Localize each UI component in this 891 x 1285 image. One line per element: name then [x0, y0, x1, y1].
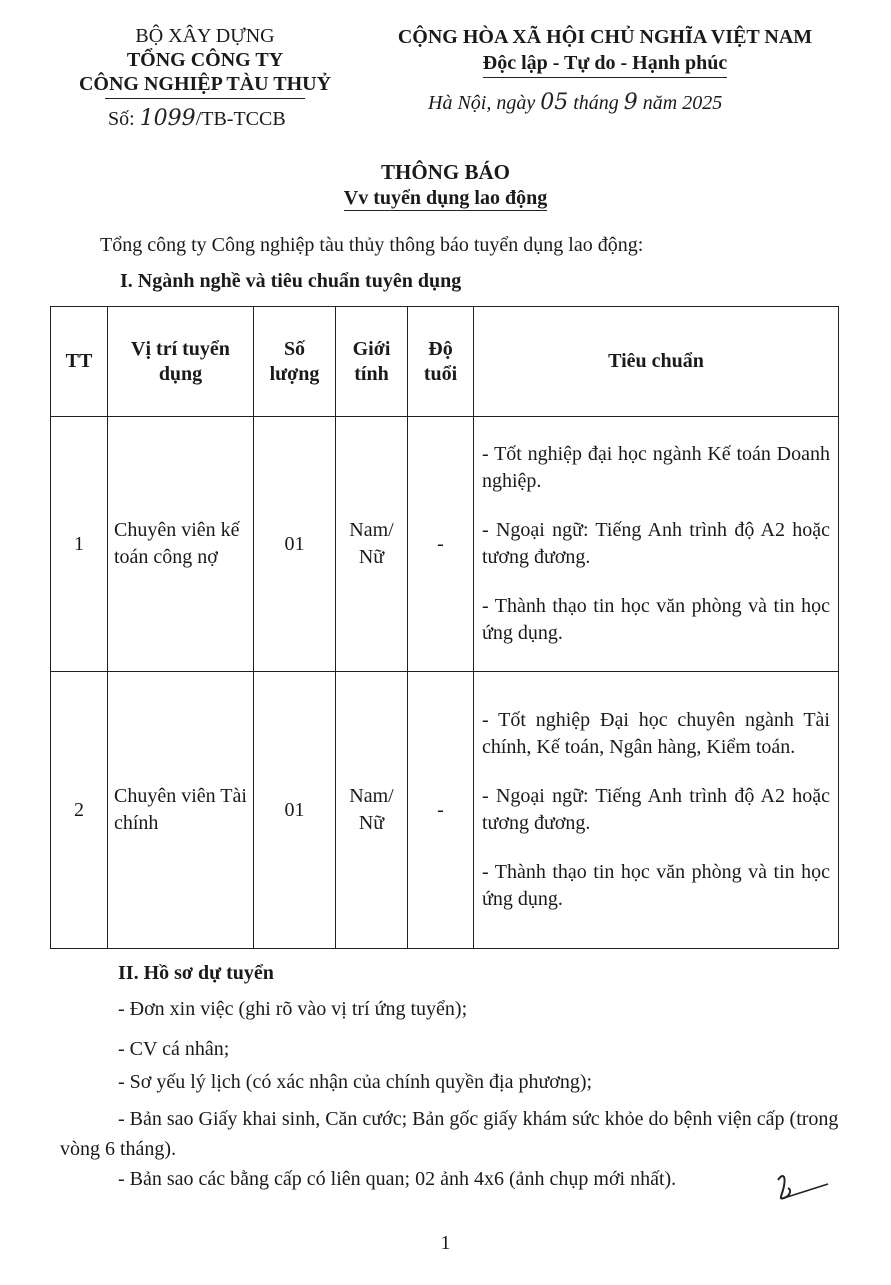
row-age: - [408, 672, 474, 949]
section1-heading: I. Ngành nghề và tiêu chuẩn tuyên dụng [120, 270, 462, 292]
row-gender: Nam/ Nữ [336, 672, 408, 949]
row-position: Chuyên viên kế toán công nợ [108, 417, 254, 672]
criteria-item: - Ngoại ngữ: Tiếng Anh trình độ A2 hoặc tương đương. [482, 785, 830, 834]
row-criteria [474, 672, 839, 949]
recruitment-table [50, 306, 839, 949]
header-gender: Giới tính [336, 307, 408, 417]
criteria-item: - Tốt nghiệp đại học ngành Kế toán Doanh nghiệp. [482, 443, 830, 492]
section2-heading: II. Hồ sơ dự tuyển [118, 962, 274, 984]
row-gender: Nam/ Nữ [336, 417, 408, 672]
company-name-line1: TỔNG CÔNG TY [126, 49, 284, 71]
document-item: - CV cá nhân; [118, 1038, 230, 1060]
issuer-block [50, 24, 360, 99]
intro-text: Tổng công ty Công nghiệp tàu thủy thông báo tuyển dụng lao động: [100, 234, 644, 256]
table-row [51, 417, 839, 672]
company-name-line2: CÔNG NGHIỆP TÀU THUỶ [78, 73, 332, 95]
header-position: Vị trí tuyển dụng [108, 307, 254, 417]
row-tt: 2 [51, 672, 108, 949]
initial-signature-mark [770, 1168, 834, 1213]
criteria-item: - Ngoại ngữ: Tiếng Anh trình độ A2 hoặc tương đương. [482, 519, 830, 568]
criteria-item: - Thành thạo tin học văn phòng và tin học ứng dụng. [482, 861, 830, 910]
document-item: - Đơn xin việc (ghi rõ vào vị trí ứng tuyển); [118, 998, 468, 1020]
national-header [370, 24, 840, 78]
document-item: - Bản sao Giấy khai sinh, Căn cước; Bản gốc giấy khám sức khỏe do bệnh viện cấp (trong vòng 6 tháng). [60, 1108, 839, 1160]
table-row [51, 672, 839, 949]
ministry-name: BỘ XÂY DỰNG [135, 25, 275, 47]
row-criteria [474, 417, 839, 672]
place-and-date: Hà Nội, ngày 05 tháng 9 năm 2025 [428, 90, 723, 115]
row-quantity: 01 [254, 417, 336, 672]
document-item: - Sơ yếu lý lịch (có xác nhận của chính quyền địa phương); [118, 1071, 593, 1093]
criteria-item: - Thành thạo tin học văn phòng và tin học ứng dụng. [482, 595, 830, 644]
header-quantity: Số lượng [254, 307, 336, 417]
row-age: - [408, 417, 474, 672]
header-criteria: Tiêu chuẩn [474, 307, 839, 417]
row-position: Chuyên viên Tài chính [108, 672, 254, 949]
document-number: Số: 1099/TB-TCCB [108, 106, 286, 131]
document-item: - Bản sao các bằng cấp có liên quan; 02 ảnh 4x6 (ảnh chụp mới nhất). [118, 1168, 677, 1190]
issuer-underline [105, 98, 305, 99]
criteria-item: - Tốt nghiệp Đại học chuyên ngành Tài chính, Kế toán, Ngân hàng, Kiểm toán. [482, 709, 830, 758]
handwritten-month: 9 [623, 90, 638, 115]
page-number: 1 [440, 1232, 451, 1254]
header-age: Độ tuổi [408, 307, 474, 417]
header-tt: TT [51, 307, 108, 417]
handwritten-number: 1099 [139, 106, 196, 131]
document-subtitle: Vv tuyển dụng lao động [343, 187, 548, 209]
handwritten-day: 05 [540, 90, 569, 115]
table-header-row [51, 307, 839, 417]
row-quantity: 01 [254, 672, 336, 949]
document-title: THÔNG BÁO [381, 160, 510, 184]
republic-name: CỘNG HÒA XÃ HỘI CHỦ NGHĨA VIỆT NAM [397, 26, 813, 48]
national-motto: Độc lập - Tự do - Hạnh phúc [483, 50, 727, 78]
row-tt: 1 [51, 417, 108, 672]
